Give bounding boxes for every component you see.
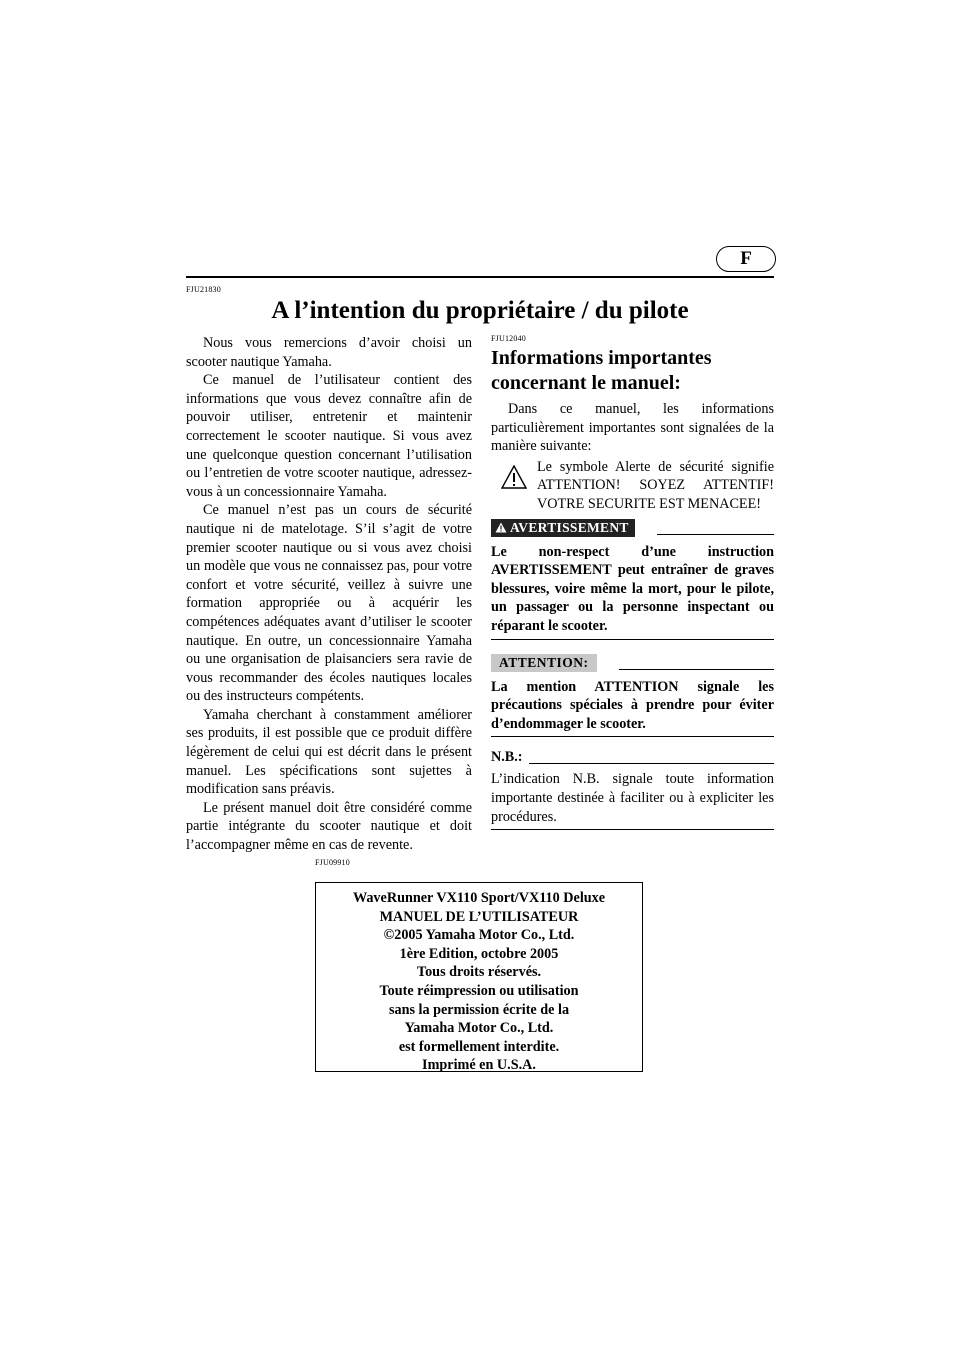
nb-end-rule xyxy=(491,829,774,830)
section-intro: Dans ce manuel, les informations particulièrement importantes sont signalées de la manière suivante: xyxy=(491,401,774,455)
box-line-8: Yamaha Motor Co., Ltd. xyxy=(404,1020,554,1037)
box-line-4: 1ère Edition, octobre 2005 xyxy=(399,945,559,962)
attention-text: La mention ATTENTION signale les précautions spéciales à prendre pour éviter d’endommager le scooter. xyxy=(491,678,774,732)
subsection-code: FJU12040 xyxy=(491,334,526,343)
intro-paragraph-5: Le présent manuel doit être considéré comme partie intégrante du scooter nautique et doit l’accompagner même en cas de revente. xyxy=(186,799,472,854)
safety-symbol-text: Le symbole Alerte de sécurité signifie ATTENTION! SOYEZ ATTENTIF! VOTRE SECURITE EST MENACEE! xyxy=(537,458,774,512)
attention-label-row xyxy=(491,654,774,672)
box-line-10: Imprimé en U.S.A. xyxy=(422,1057,536,1074)
copyright-box xyxy=(315,882,643,1072)
nb-text: L’indication N.B. signale toute information importante destinée à faciliter ou à expliciter les procédures. xyxy=(491,771,774,825)
warning-triangle-small-icon xyxy=(495,522,507,533)
box-line-3: ©2005 Yamaha Motor Co., Ltd. xyxy=(383,927,575,944)
warning-end-rule xyxy=(491,639,774,640)
nb-label: N.B.: xyxy=(491,749,523,766)
attention-label: ATTENTION: xyxy=(491,654,597,672)
box-line-9: est formellement interdite. xyxy=(398,1038,560,1055)
right-column xyxy=(491,334,774,830)
section-code: FJU21830 xyxy=(186,285,221,294)
warning-label: AVERTISSEMENT xyxy=(491,519,635,537)
safety-symbol-row xyxy=(491,458,774,514)
intro-paragraph-2: Ce manuel de l’utilisateur contient des informations que vous devez connaître afin de pouvoir utiliser, entretenir et maintenir correctement le scooter nautique. Si vous avez une quelconque question concernant l’utilisation ou l’entretien de votre scooter nautique, adressez-vous à un concessionnaire Yamaha. xyxy=(186,372,472,500)
attention-end-rule xyxy=(491,736,774,737)
warning-label-row xyxy=(491,519,774,537)
box-line-1: WaveRunner VX110 Sport/VX110 Deluxe xyxy=(352,890,606,906)
intro-paragraph-1: Nous vous remercions d’avoir choisi un scooter nautique Yamaha. xyxy=(186,335,472,370)
page-title: A l’intention du propriétaire / du pilote xyxy=(271,297,689,324)
left-column xyxy=(186,334,472,855)
box-line-6: Toute réimpression ou utilisation xyxy=(379,982,579,999)
intro-paragraph-4: Yamaha cherchant à constamment améliorer ses produits, il est possible que ce produit diffère légèrement de celui qui est décrit dans le présent manuel. Les spécifications sont sujettes à modification sans préavis. xyxy=(186,706,472,798)
header-rule xyxy=(186,276,774,278)
intro-paragraph-3: Ce manuel n’est pas un cours de sécurité nautique ni de matelotage. S’il s’agit de votre premier scooter nautique ou si vous avez choisi un modèle que vous ne connaissez pas, pour votre confort et votre sécurité, veillez à suivre une formation appropriée ou à acquérir les compétences adéquates avant d’utiliser le scooter nautique. En outre, un concessionnaire Yamaha ou une organisation de plaisanciers sera ravie de vous recommander des écoles nautiques locales ou des instructeurs compétents. xyxy=(186,502,472,705)
box-line-5: Tous droits réservés. xyxy=(416,964,542,981)
section-heading: Informations importantes concernant le manuel: xyxy=(491,347,712,394)
nb-label-row xyxy=(491,749,774,766)
language-tab: F xyxy=(716,246,776,272)
warning-text: Le non-respect d’une instruction AVERTISSEMENT peut entraîner de graves blessures, voire même la mort, pour le pilote, un passager ou la personne inspectant ou réparant le scooter. xyxy=(491,543,774,634)
box-line-2: MANUEL DE L’UTILISATEUR xyxy=(379,908,579,925)
box-line-7: sans la permission écrite de la xyxy=(388,1001,570,1018)
footer-code: FJU09910 xyxy=(315,858,350,867)
warning-triangle-icon xyxy=(491,458,537,514)
